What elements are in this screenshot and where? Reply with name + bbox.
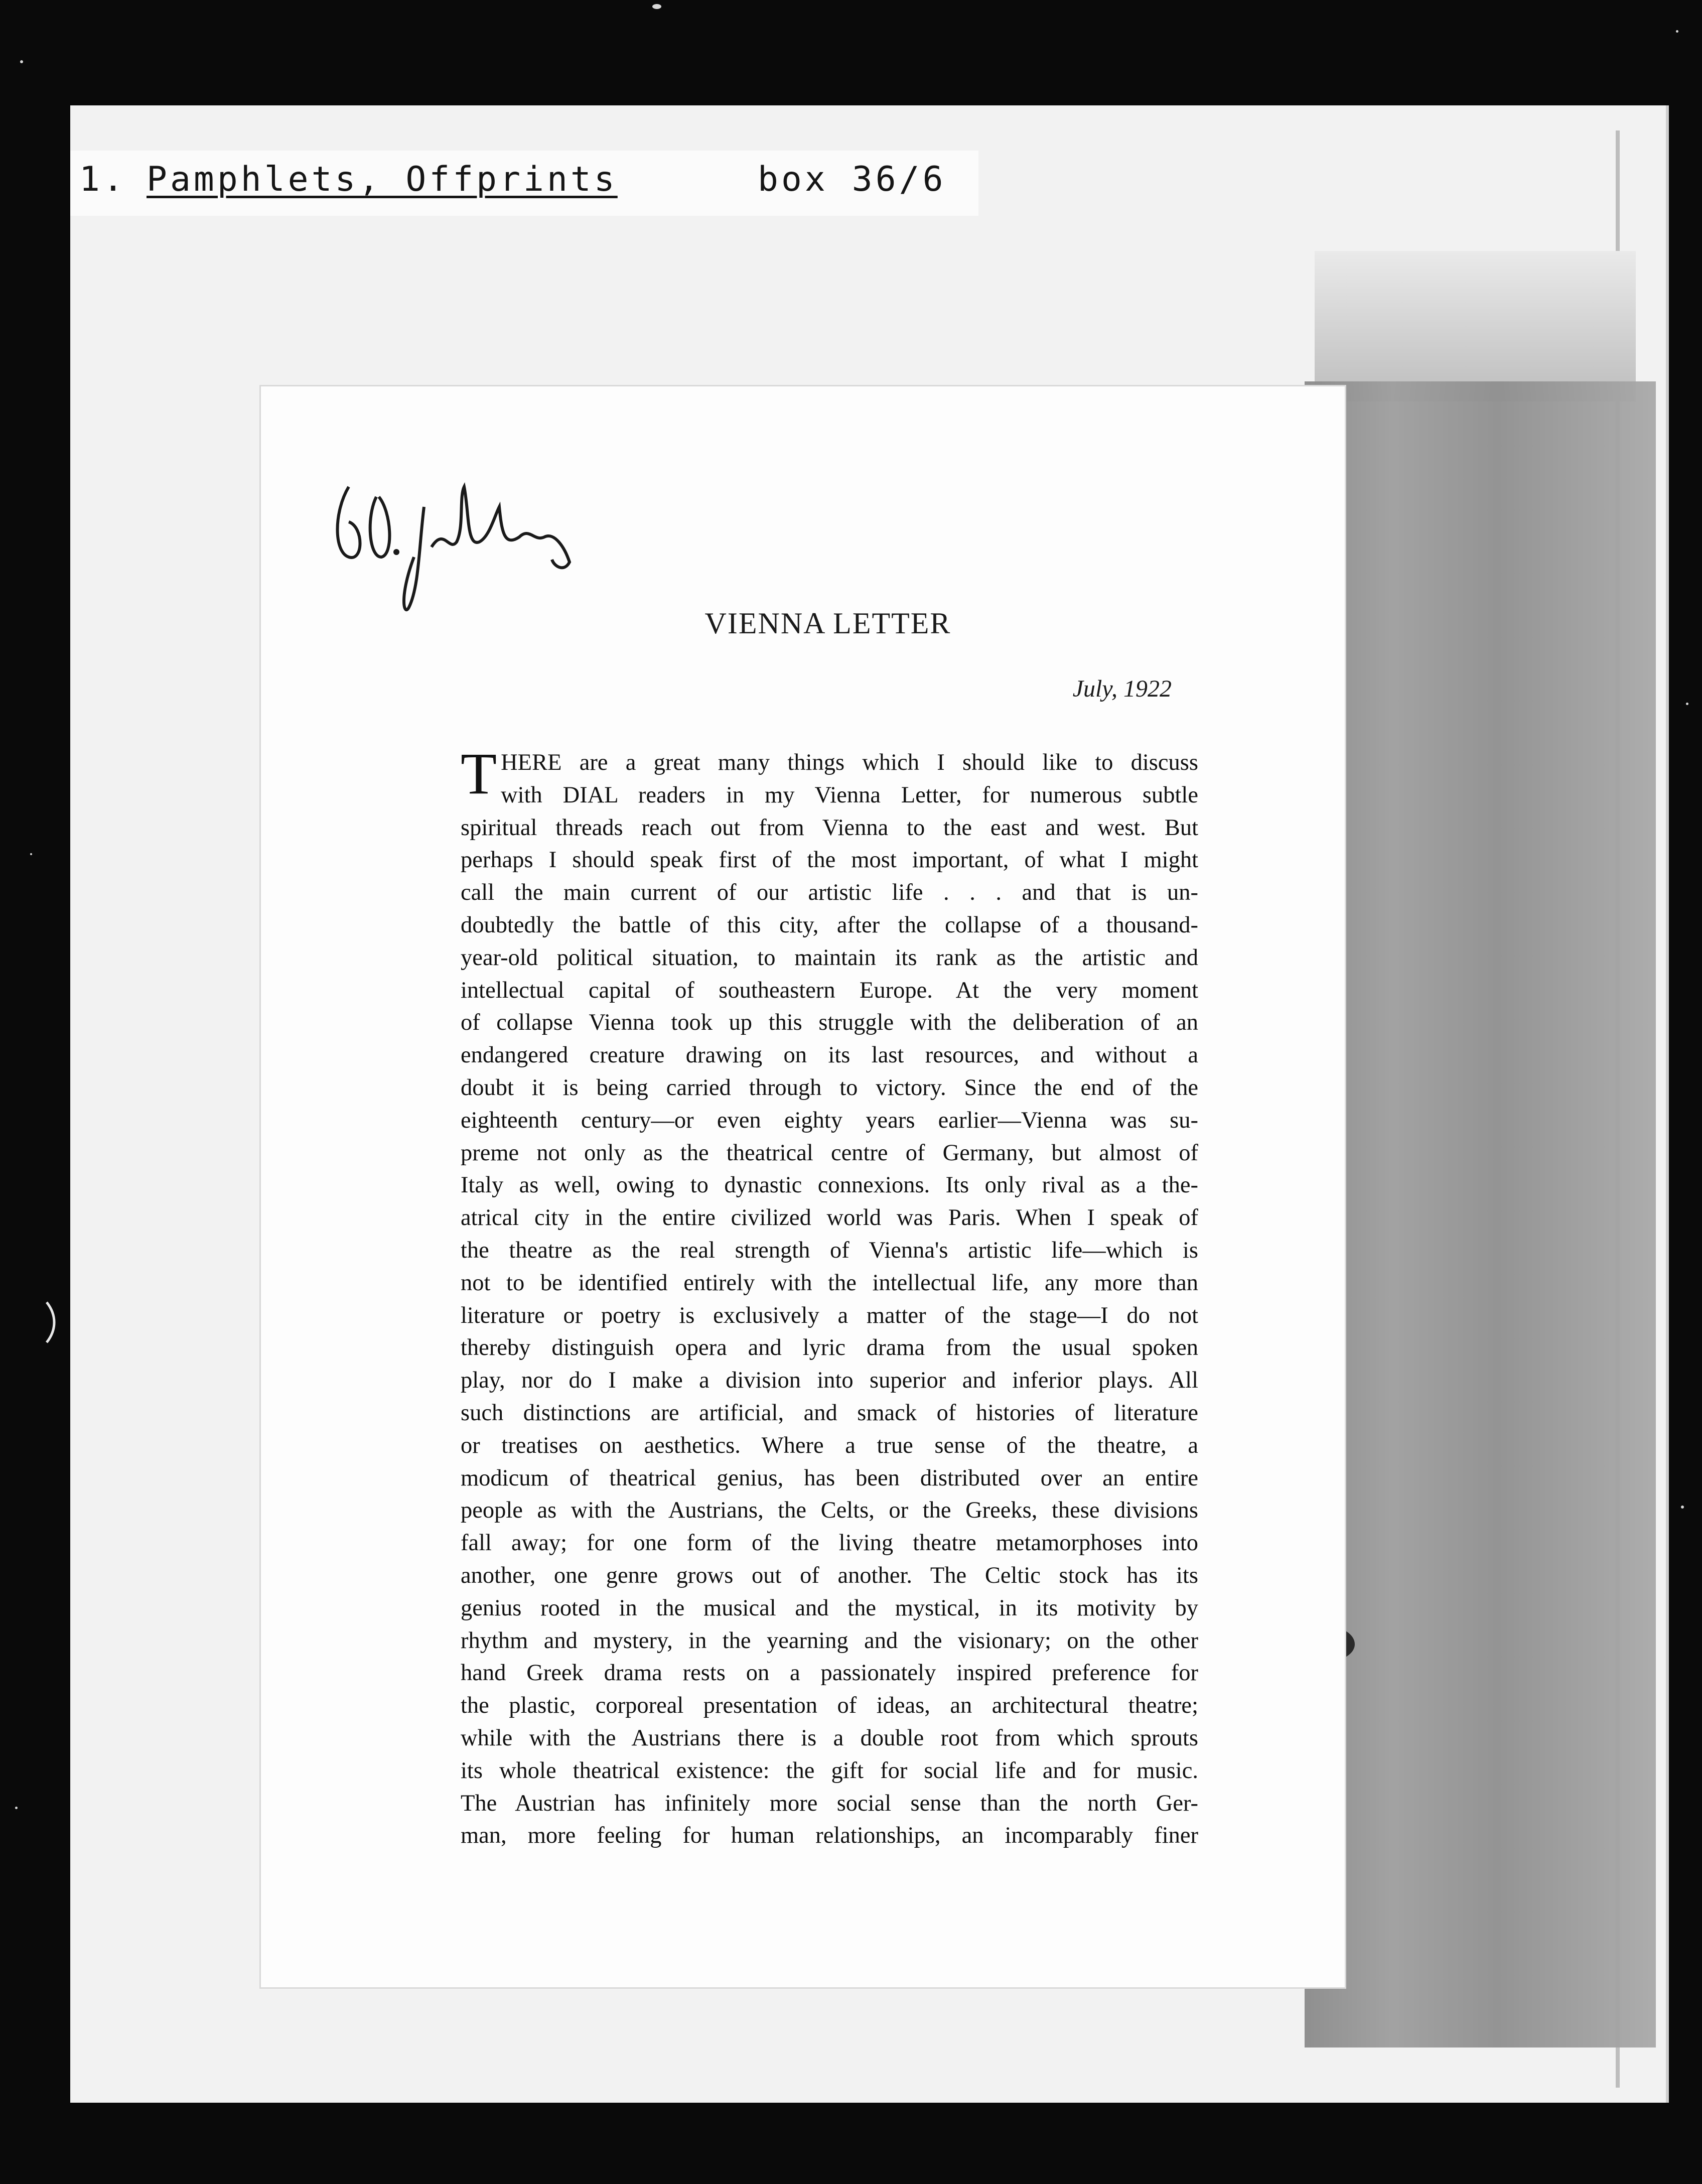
- film-speck: [1681, 1506, 1684, 1509]
- text-line: literature or poetry is exclusively a matter of the stage—I do not: [461, 1302, 1198, 1328]
- text-line: preme not only as the theatrical centre of Germany, but almost of: [461, 1140, 1198, 1166]
- text-line: modicum of theatrical genius, has been distributed over an entire: [461, 1465, 1198, 1491]
- drop-cap: T: [461, 741, 497, 806]
- text-line: people as with the Austrians, the Celts, or the Greeks, these divisions: [461, 1497, 1198, 1524]
- underlying-gray-sheet: [1305, 381, 1656, 2048]
- series-label: Pamphlets, Offprints: [147, 160, 618, 199]
- dateline: July, 1922: [1072, 675, 1172, 702]
- text-line: of collapse Vienna took up this struggle with the deliberation of an: [461, 1010, 1198, 1036]
- text-line: while with the Austrians there is a double root from which sprouts: [461, 1725, 1198, 1751]
- text-line: another, one genre grows out of another. The Celtic stock has its: [461, 1562, 1198, 1588]
- film-speck: [20, 60, 23, 63]
- item-number: 1.: [79, 160, 126, 199]
- box-label: box 36/6: [758, 160, 946, 199]
- film-speck: [30, 853, 32, 855]
- text-line: eighteenth century—or even eighty years earlier—Vienna was su-: [461, 1107, 1198, 1133]
- text-line: play, nor do I make a division into superior and inferior plays. All: [461, 1368, 1198, 1394]
- film-speck: [15, 1807, 18, 1809]
- text-line: the plastic, corporeal presentation of ideas, an architectural theatre;: [461, 1693, 1198, 1719]
- text-line: doubtedly the battle of this city, after the collapse of a thousand-: [461, 912, 1198, 938]
- text-line: doubt it is being carried through to victory. Since the end of the: [461, 1074, 1198, 1101]
- text-line: not to be identified entirely with the intellectual life, any more than: [461, 1270, 1198, 1296]
- text-line: atrical city in the entire civilized world was Paris. When I speak of: [461, 1205, 1198, 1231]
- text-line: or treatises on aesthetics. Where a true sense of the theatre, a: [461, 1432, 1198, 1458]
- text-line: such distinctions are artificial, and smack of histories of literature: [461, 1400, 1198, 1426]
- text-line: year-old political situation, to maintain its rank as the artistic and: [461, 944, 1198, 971]
- text-line: endangered creature drawing on its last resources, and without a: [461, 1042, 1198, 1068]
- film-speck: [1676, 30, 1678, 33]
- text-line: The Austrian has infinitely more social sense than the north Ger-: [461, 1790, 1198, 1816]
- text-line: HERE are a great many things which I should like to discuss: [501, 750, 1198, 775]
- text-line: with DIAL readers in my Vienna Letter, for numerous subtle: [501, 782, 1198, 808]
- text-line: rhythm and mystery, in the yearning and the visionary; on the other: [461, 1627, 1198, 1654]
- text-line: intellectual capital of southeastern Europe. At the very moment: [461, 977, 1198, 1003]
- text-line: spiritual threads reach out from Vienna to the east and west. But: [461, 814, 1198, 841]
- margin-bracket-mark: [44, 1300, 59, 1345]
- text-line: its whole theatrical existence: the gift for social life and for music.: [461, 1757, 1198, 1784]
- document-title: VIENNA LETTER: [704, 607, 951, 640]
- film-speck: [652, 4, 661, 9]
- text-line: the theatre as the real strength of Vienna's artistic life—which is: [461, 1237, 1198, 1263]
- text-line: genius rooted in the musical and the mystical, in its motivity by: [461, 1595, 1198, 1621]
- film-speck: [1686, 703, 1688, 705]
- article-body: [461, 741, 1198, 1852]
- text-line: call the main current of our artistic life . . . and that is un-: [461, 880, 1198, 906]
- text-line: perhaps I should speak first of the most important, of what I might: [461, 847, 1198, 873]
- underlying-sheet-top: [1315, 251, 1636, 401]
- text-line: man, more feeling for human relationships, an incomparably finer: [461, 1823, 1198, 1849]
- text-line: Italy as well, owing to dynastic connexions. Its only rival as a the-: [461, 1172, 1198, 1198]
- text-line: fall away; for one form of the living theatre metamorphoses into: [461, 1530, 1198, 1556]
- text-line: hand Greek drama rests on a passionately inspired preference for: [461, 1660, 1198, 1686]
- handwritten-annotation: [329, 467, 590, 617]
- text-line: thereby distinguish opera and lyric drama from the usual spoken: [461, 1335, 1198, 1361]
